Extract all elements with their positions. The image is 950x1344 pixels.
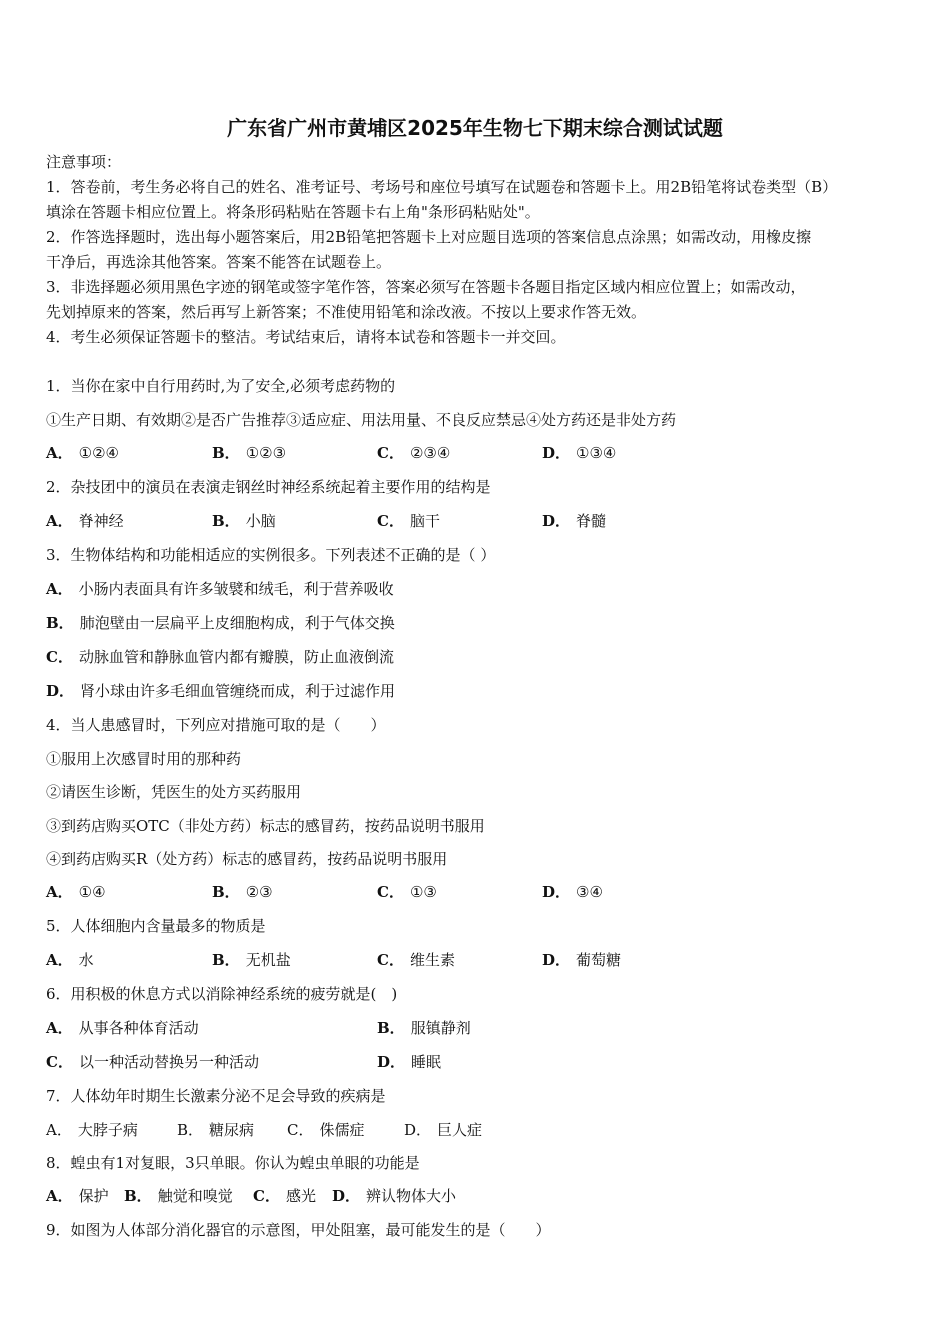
q1-option-c: C． ②③④ (377, 444, 451, 462)
notice-line-5: 3．非选择题必须用黑色字迹的钢笔或签字笔作答，答案必须写在答题卡各题目指定区域内相应位置上；如需改动， (46, 278, 806, 296)
q2-option-a: A． 脊神经 (46, 512, 124, 530)
q8-option-b: B． 触觉和嗅觉 (124, 1187, 233, 1205)
q8-option-c: C． 感光 (253, 1187, 316, 1205)
q6-option-d: D． 睡眠 (377, 1053, 442, 1071)
q7-option-c: C． 侏儒症 (287, 1121, 365, 1139)
q8-stem: 8．蝗虫有1对复眼，3只单眼。你认为蝗虫单眼的功能是 (46, 1154, 420, 1172)
q4-option-d: D． ③④ (542, 883, 603, 901)
q4-item-2: ②请医生诊断，凭医生的处方买药服用 (46, 783, 302, 801)
q5-option-d: D． 葡萄糖 (542, 951, 622, 969)
q5-stem: 5．人体细胞内含量最多的物质是 (46, 917, 266, 935)
q8-option-d: D． 辨认物体大小 (332, 1187, 457, 1205)
q3-option-d: D． 肾小球由许多毛细血管缠绕而成，利于过滤作用 (46, 682, 396, 700)
notice-line-6: 先划掉原来的答案，然后再写上新答案；不准使用铅笔和涂改液。不按以上要求作答无效。 (46, 303, 647, 321)
q8-option-a: A． 保护 (46, 1187, 109, 1205)
q6-option-a: A． 从事各种体育活动 (46, 1019, 199, 1037)
q4-option-c: C． ①③ (377, 883, 437, 901)
q4-item-3: ③到药店购买OTC（非处方药）标志的感冒药，按药品说明书服用 (46, 817, 485, 835)
q3-option-c: C． 动脉血管和静脉血管内都有瓣膜，防止血液倒流 (46, 648, 394, 666)
notice-heading: 注意事项： (46, 153, 122, 171)
q3-stem: 3．生物体结构和功能相适应的实例很多。下列表述不正确的是（ ） (46, 546, 496, 564)
notice-line-4: 干净后，再选涂其他答案。答案不能答在试题卷上。 (46, 253, 392, 271)
q2-option-d: D． 脊髓 (542, 512, 607, 530)
q4-option-b: B． ②③ (212, 883, 273, 901)
q5-option-c: C． 维生素 (377, 951, 455, 969)
notice-line-7: 4．考生必须保证答题卡的整洁。考试结束后，请将本试卷和答题卡一并交回。 (46, 328, 566, 346)
q1-info: ①生产日期、有效期②是否广告推荐③适应症、用法用量、不良反应禁忌④处方药还是非处方药 (46, 411, 677, 429)
q1-option-d: D． ①③④ (542, 444, 617, 462)
q1-option-b: B． ①②③ (212, 444, 287, 462)
q7-stem: 7．人体幼年时期生长激素分泌不足会导致的疾病是 (46, 1087, 386, 1105)
q3-option-b: B． 肺泡壁由一层扁平上皮细胞构成，利于气体交换 (46, 614, 395, 632)
q4-item-1: ①服用上次感冒时用的那种药 (46, 750, 242, 768)
q9-stem: 9．如图为人体部分消化器官的示意图，甲处阻塞，最可能发生的是（ ） (46, 1221, 551, 1239)
q2-option-c: C． 脑干 (377, 512, 440, 530)
q7-option-d: D． 巨人症 (404, 1121, 483, 1139)
q7-option-b: B． 糖尿病 (177, 1121, 255, 1139)
q2-option-b: B． 小脑 (212, 512, 276, 530)
q6-option-b: B． 服镇静剂 (377, 1019, 471, 1037)
q2-stem: 2．杂技团中的演员在表演走钢丝时神经系统起着主要作用的结构是 (46, 478, 491, 496)
page-title: 广东省广州市黄埔区2025年生物七下期末综合测试试题 (227, 116, 723, 140)
q4-option-a: A． ①④ (46, 883, 106, 901)
notice-line-3: 2．作答选择题时，选出每小题答案后，用2B铅笔把答题卡上对应题目选项的答案信息点涂黑；如需改动，用橡皮擦 (46, 228, 812, 246)
q5-option-a: A． 水 (46, 951, 94, 969)
notice-line-1: 1．答卷前，考生务必将自己的姓名、准考证号、考场号和座位号填写在试题卷和答题卡上。用2B铅笔将试卷类型（B） (46, 178, 838, 196)
q1-option-a: A． ①②④ (46, 444, 119, 462)
q4-item-4: ④到药店购买R（处方药）标志的感冒药，按药品说明书服用 (46, 850, 448, 868)
q6-stem: 6．用积极的休息方式以消除神经系统的疲劳就是( ) (46, 985, 398, 1003)
q4-stem: 4．当人患感冒时，下列应对措施可取的是（ ） (46, 716, 386, 734)
q3-option-a: A． 小肠内表面具有许多皱襞和绒毛，利于营养吸收 (46, 580, 394, 598)
q7-option-a: A． 大脖子病 (46, 1121, 138, 1139)
q1-stem: 1．当你在家中自行用药时,为了安全,必须考虑药物的 (46, 377, 396, 395)
q5-option-b: B． 无机盐 (212, 951, 291, 969)
q6-option-c: C． 以一种活动替换另一种活动 (46, 1053, 259, 1071)
notice-line-2: 填涂在答题卡相应位置上。将条形码粘贴在答题卡右上角"条形码粘贴处"。 (46, 203, 540, 221)
